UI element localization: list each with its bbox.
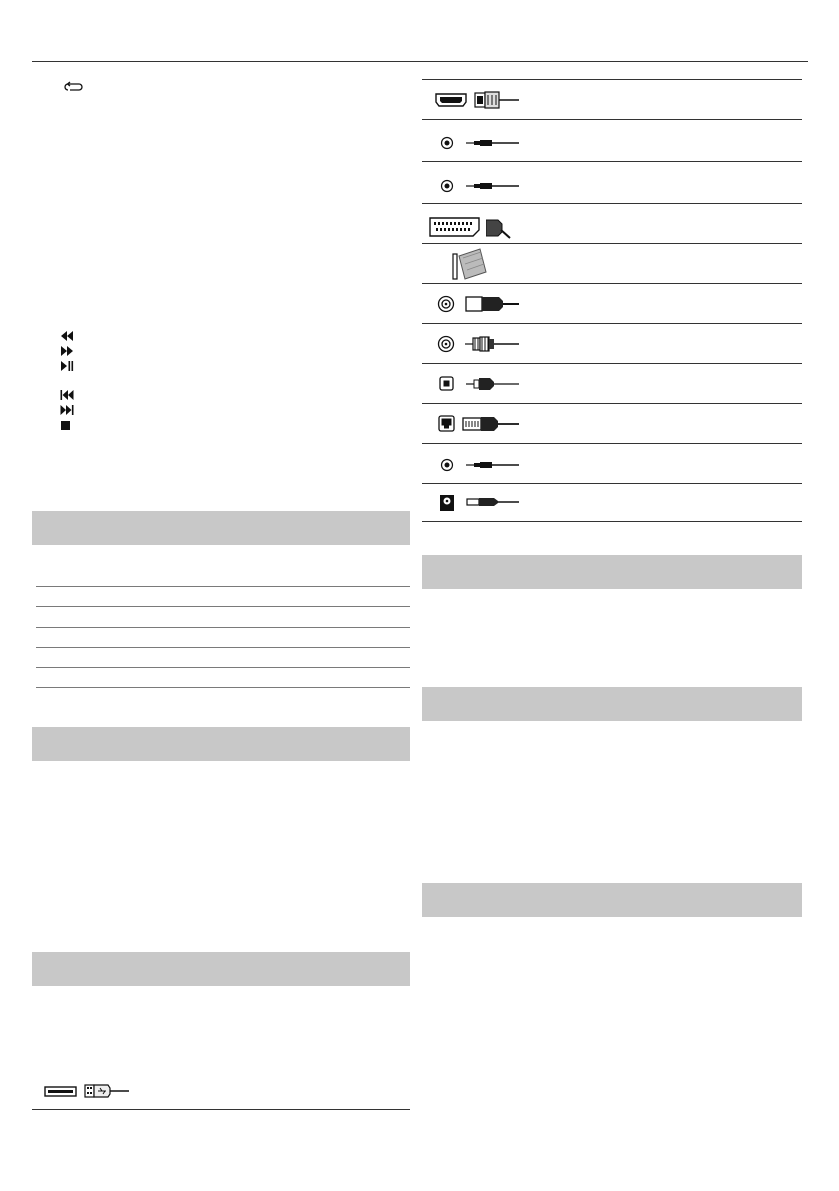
lan-plug-icon <box>462 414 520 434</box>
dc-power-plug-icon <box>466 495 520 509</box>
rewind-icon <box>60 331 74 341</box>
section-header-bar <box>422 687 802 721</box>
fast-forward-icon <box>60 346 74 356</box>
scart-port-icon <box>429 216 485 240</box>
audio-plug-icon <box>466 138 520 148</box>
section-header-bar <box>422 883 802 917</box>
ci-card-slot-icon <box>452 248 488 280</box>
header-rule <box>32 61 808 62</box>
repeat-icon <box>64 80 84 94</box>
usb-port-icon <box>44 1085 78 1099</box>
table-row <box>422 483 802 522</box>
table-bottom-rule <box>422 521 802 522</box>
headphone-jack-icon <box>440 458 454 472</box>
table-row <box>422 283 802 324</box>
table-row <box>422 403 802 444</box>
usb-plug-icon <box>84 1083 130 1099</box>
section-header-bar <box>422 555 802 589</box>
antenna-plug-icon <box>465 294 520 314</box>
lan-port-icon <box>438 415 456 433</box>
headphone-plug-icon <box>466 460 520 470</box>
section-header-bar <box>32 511 410 545</box>
audio-jack-icon <box>440 179 454 193</box>
table-row <box>422 323 802 364</box>
dc-power-port-icon <box>439 494 455 512</box>
scart-plug-icon <box>486 216 512 240</box>
hdmi-port-icon <box>434 92 468 108</box>
table-row <box>422 363 802 404</box>
skip-back-icon <box>60 390 74 400</box>
table-row-divider <box>36 687 410 688</box>
table-row-divider <box>36 667 410 668</box>
audio-jack-icon <box>440 136 454 150</box>
table-row <box>422 243 802 284</box>
table-row <box>422 119 802 162</box>
table-row <box>422 203 802 244</box>
optical-port-icon <box>439 376 455 392</box>
table-row <box>422 161 802 204</box>
section-header-bar <box>32 952 410 986</box>
table-row-divider <box>36 606 410 607</box>
table-row <box>422 79 802 120</box>
table-bottom-rule <box>32 1109 410 1110</box>
table-row-divider <box>36 647 410 648</box>
play-pause-icon <box>60 361 74 371</box>
satellite-plug-icon <box>465 334 520 354</box>
optical-plug-icon <box>466 376 520 392</box>
antenna-port-icon <box>437 295 455 313</box>
table-row <box>422 443 802 484</box>
table-row-divider <box>36 627 410 628</box>
satellite-port-icon <box>437 335 455 353</box>
skip-forward-icon <box>60 405 74 415</box>
table-row-divider <box>36 586 410 587</box>
section-header-bar <box>32 727 410 761</box>
audio-plug-icon <box>466 181 520 191</box>
stop-icon <box>61 421 71 431</box>
hdmi-plug-icon <box>474 90 520 110</box>
